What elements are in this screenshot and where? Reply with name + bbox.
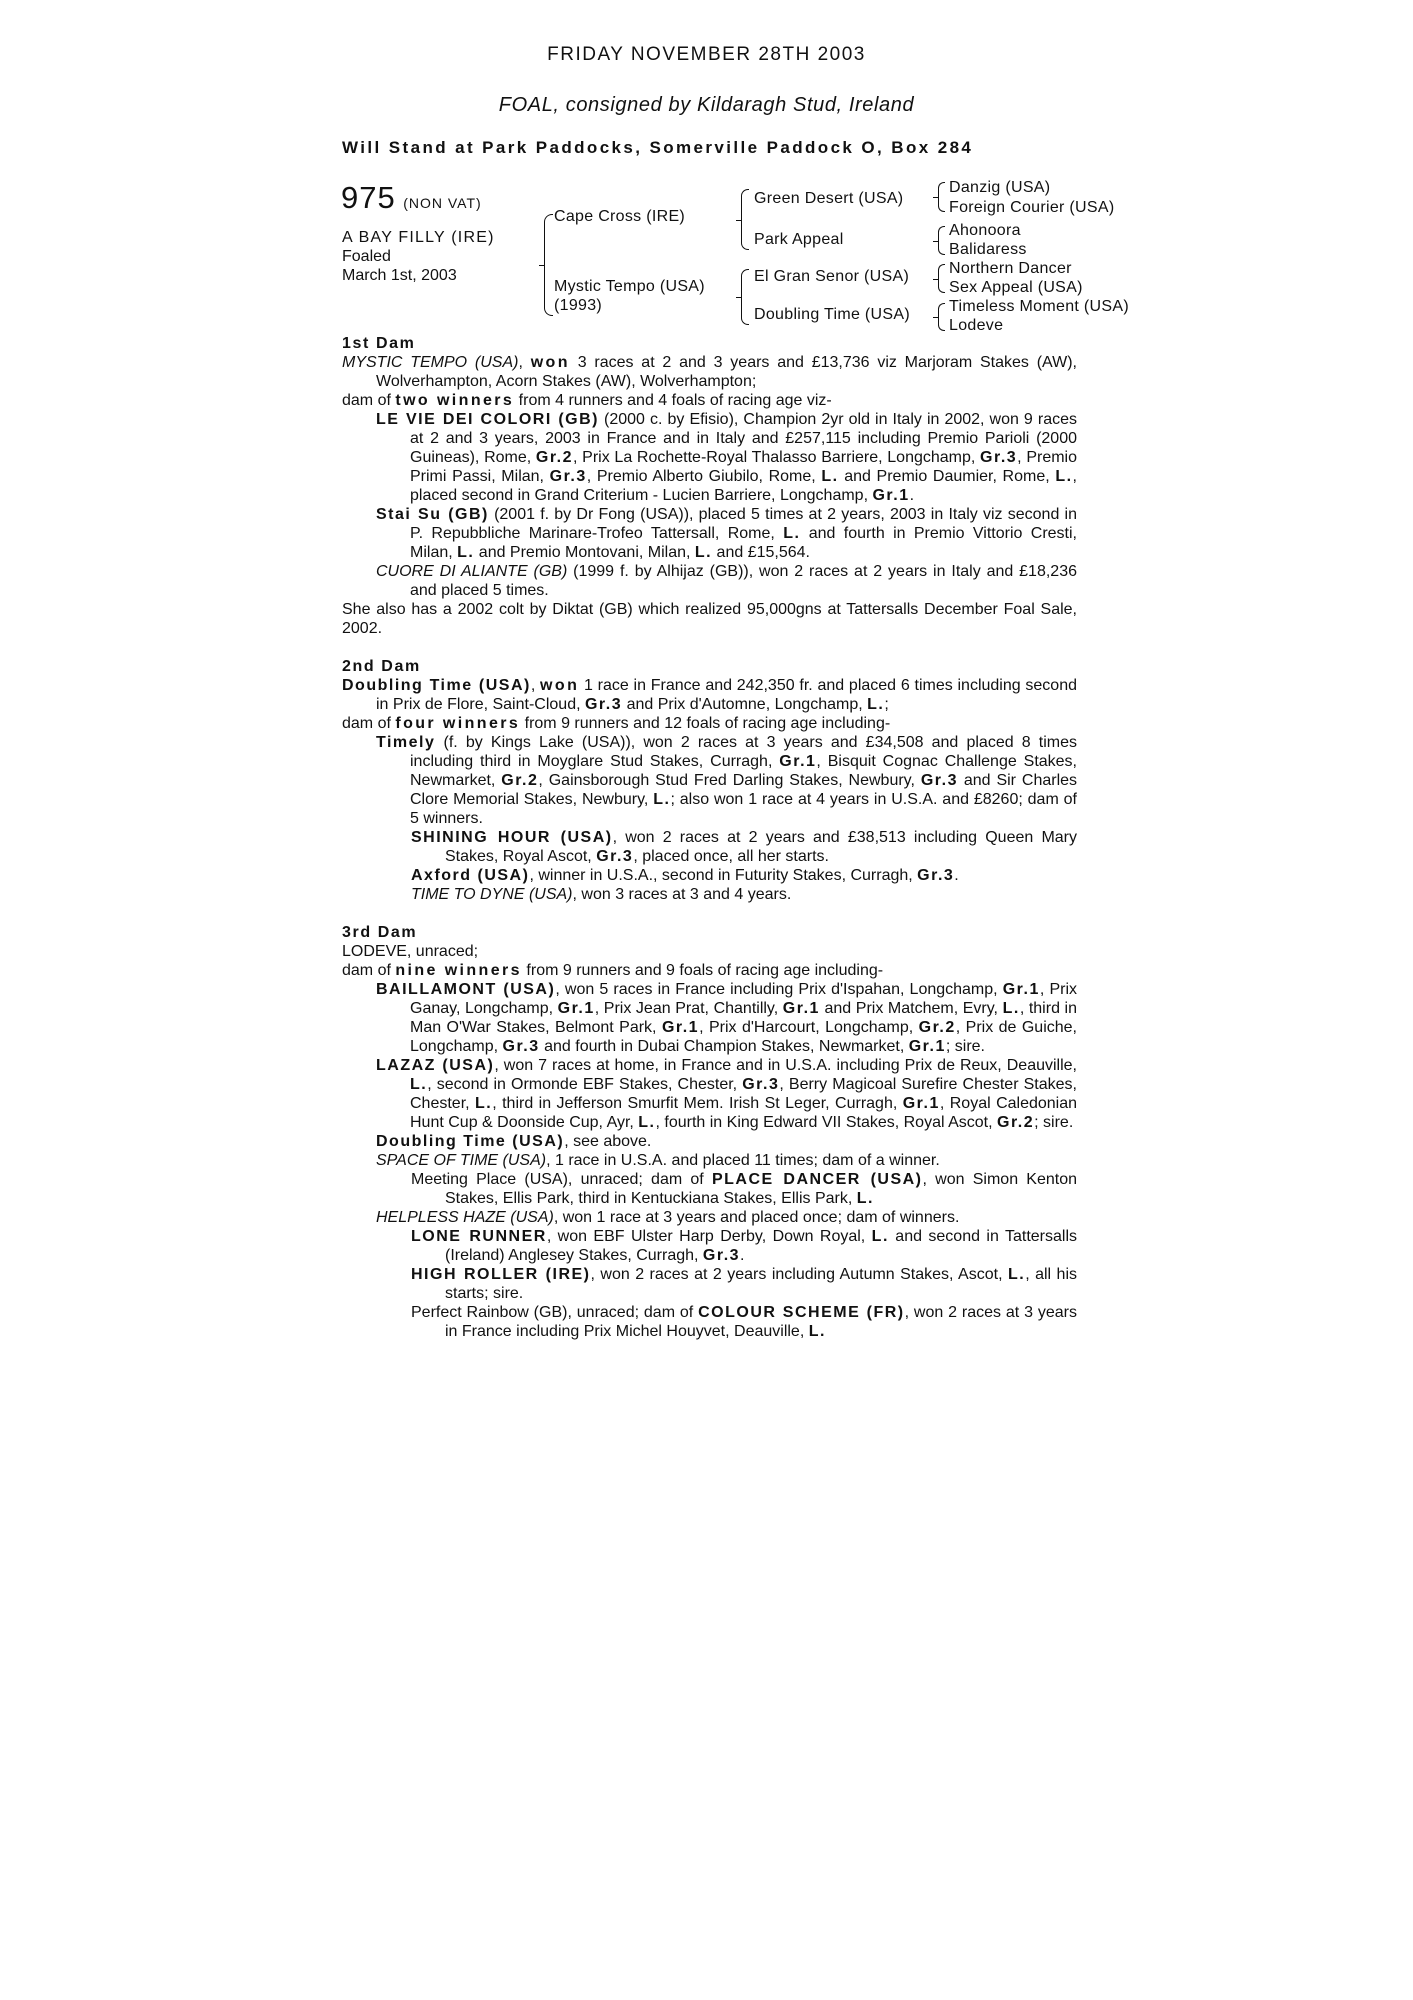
race-grade: Gr.1 (661, 1019, 700, 1036)
race-grade: Gr.1 (557, 1000, 595, 1017)
pedigree-brace-gs2 (938, 226, 945, 255)
produce-entry (342, 980, 1077, 1056)
entry-text: , won 2 races at 2 years including Autumn Stakes, Ascot, (590, 1266, 1008, 1283)
race-grade: Gr.3 (702, 1247, 741, 1264)
race-grade: L. (694, 544, 713, 561)
horse-name: Stai Su (GB) (376, 506, 489, 523)
race-grade: Gr.3 (596, 848, 634, 865)
race-grade: L. (475, 1095, 493, 1112)
pedigree-gg-1: Danzig (USA) (949, 179, 1051, 196)
horse-name: SPACE OF TIME (USA) (376, 1152, 547, 1169)
dam1-heading: 1st Dam (342, 335, 416, 352)
sale-date: FRIDAY NOVEMBER 28TH 2003 (547, 44, 866, 65)
pedigree-gg-8: Lodeve (949, 317, 1004, 334)
dam2-heading: 2nd Dam (342, 658, 421, 675)
pedigree-dam-dam: Doubling Time (USA) (754, 306, 910, 323)
pedigree-gg-6: Sex Appeal (USA) (949, 279, 1083, 296)
entry-text: ; (884, 696, 889, 713)
entry-text: , Prix Jean Prat, Chantilly, (594, 1000, 783, 1017)
race-grade: L. (1055, 468, 1073, 485)
winners-count: nine winners (395, 962, 522, 979)
produce-entry (342, 1170, 1077, 1208)
dam3-record: LODEVE, unraced; (342, 943, 479, 960)
entry-text: (2001 f. by Dr Fong (USA)), placed 5 times at 2 years, 2003 in Italy viz second in P. Repubbliche Marinare-Trofeo Tattersall, Rome, (410, 506, 1077, 542)
entry-text: , third in Jefferson Smurfit Mem. Irish St Leger, Curragh, (492, 1095, 903, 1112)
horse-name: Doubling Time (USA) (376, 1133, 565, 1150)
horse-name: COLOUR SCHEME (FR) (698, 1304, 905, 1321)
summary-text: dam of (342, 715, 396, 732)
dam2-record: Doubling Time (USA), won 1 race in France and 242,350 fr. and placed 6 times including second in Prix de Flore, Saint-Cloud, Gr.3 and Prix d'Automne, Longchamp, L.; (342, 677, 1077, 713)
entry-text: (f. by Kings Lake (USA)), won 2 races at 3 years and £34,508 and placed 8 times including third in Moyglare Stud Stakes, Curragh, (410, 734, 1077, 770)
pedigree-dam-sire: El Gran Senor (USA) (754, 268, 910, 285)
consignment-line: FOAL, consigned by Kildaragh Stud, Ireland (498, 94, 915, 116)
entry-text: Perfect Rainbow (GB), unraced; dam of (411, 1304, 699, 1321)
entry-text: , Prix de Guiche, Longchamp, (410, 1019, 1078, 1055)
produce-entry (342, 1151, 1077, 1170)
produce-entry (342, 733, 1077, 828)
entry-text: , won EBF Ulster Harp Derby, Down Royal, (546, 1228, 872, 1245)
horse-name: HELPLESS HAZE (USA) (376, 1209, 554, 1226)
pedigree-dam: Mystic Tempo (USA) (554, 278, 705, 295)
race-grade: L. (867, 696, 885, 713)
pedigree-gg-4: Balidaress (949, 241, 1027, 258)
pedigree-gg-2: Foreign Courier (USA) (949, 199, 1115, 216)
entry-text: , won 1 race at 3 years and placed once; dam of winners. (553, 1209, 960, 1226)
race-grade: Gr.3 (980, 449, 1018, 466)
entry-text: ; sire. (1034, 1114, 1074, 1131)
winners-count: two winners (395, 392, 515, 409)
dam2-name: Doubling Time (USA) (342, 677, 531, 694)
produce-entry (342, 1056, 1077, 1132)
entry-text: , third in Man O'War Stakes, Belmont Park, (410, 1000, 1077, 1036)
horse-name: LE VIE DEI COLORI (GB) (376, 411, 599, 428)
entry-text: , see above. (564, 1133, 652, 1150)
produce-entry (342, 1303, 1077, 1341)
dam3-heading: 3rd Dam (342, 924, 418, 941)
horse-name: LAZAZ (USA) (376, 1057, 495, 1074)
entry-text: , placed second in Grand Criterium - Lucien Barriere, Longchamp, (410, 468, 1077, 504)
entry-text: and Prix Matchem, Evry, (819, 1000, 1003, 1017)
race-grade: Gr.3 (917, 867, 955, 884)
produce-entry (342, 505, 1077, 562)
summary-text: from 9 runners and 12 foals of racing age including- (520, 715, 891, 732)
entry-text: (1999 f. by Alhijaz (GB)), won 2 races at 2 years in Italy and £18,236 and placed 5 times. (410, 563, 1077, 599)
horse-name: Timely (376, 734, 436, 751)
dam1-record: MYSTIC TEMPO (USA), won 3 races at 2 and 3 years and £13,736 viz Marjoram Stakes (AW), Wolverhampton, Acorn Stakes (AW), Wolverhampton; (342, 354, 1077, 390)
produce-entry (342, 1227, 1077, 1265)
dam1-record-text: 3 races at 2 and 3 years and £13,736 viz Marjoram Stakes (AW), Wolverhampton, Acorn Stakes (AW), Wolverhampton; (376, 354, 1077, 390)
entry-text: , Prix Ganay, Longchamp, (410, 981, 1077, 1017)
entry-text: , Premio Primi Passi, Milan, (410, 449, 1077, 485)
horse-name: SHINING HOUR (USA) (411, 829, 613, 846)
pedigree-brace-gs1 (938, 182, 945, 212)
pedigree-gg-7: Timeless Moment (USA) (949, 298, 1129, 315)
entry-text: and Sir Charles Clore Memorial Stakes, Newbury, (410, 772, 1078, 808)
entry-text: and Prix d'Automne, Longchamp, (622, 696, 868, 713)
entry-text: , won 2 races at 3 years in France including Prix Michel Houyvet, Deauville, (445, 1304, 1077, 1340)
produce-entry (342, 885, 1077, 904)
entry-text: , Bisquit Cognac Challenge Stakes, Newmarket, (410, 753, 1078, 789)
entry-text: , Royal Caledonian Hunt Cup & Doonside Cup, Ayr, (410, 1095, 1078, 1131)
entry-text: , won 7 races at home, in France and in U.S.A. including Prix de Reux, Deauville, (494, 1057, 1077, 1074)
entry-text: and Premio Montovani, Milan, (474, 544, 695, 561)
foaled-label: Foaled (342, 248, 391, 265)
pedigree-dam-year: (1993) (554, 297, 603, 314)
race-grade: L. (808, 1323, 826, 1340)
entry-text: , second in Ormonde EBF Stakes, Chester, (427, 1076, 743, 1093)
pedigree-gg-5: Northern Dancer (949, 260, 1072, 277)
entry-text: (2000 c. by Efisio), Champion 2yr old in Italy in 2002, won 9 races at 2 and 3 years, 2003 in France and in Italy and £257,115 including Premio Parioli (2000 Guineas), Rome, (410, 411, 1078, 466)
race-grade: L. (1002, 1000, 1020, 1017)
lot-number: 975 (341, 180, 396, 215)
race-grade: L. (653, 791, 671, 808)
dam-details (342, 334, 1077, 1341)
entry-text: , 1 race in U.S.A. and placed 11 times; dam of a winner. (546, 1152, 940, 1169)
entry-text: , won 2 races at 2 years and £38,513 including Queen Mary Stakes, Royal Ascot, (445, 829, 1077, 865)
horse-name: LONE RUNNER (411, 1228, 547, 1245)
pedigree-gg-3: Ahonoora (949, 222, 1021, 239)
entry-text: and £15,564. (712, 544, 810, 561)
entry-text: , all his starts; sire. (445, 1266, 1078, 1302)
horse-name: PLACE DANCER (USA) (711, 1171, 923, 1188)
produce-entry (342, 866, 1077, 885)
race-grade: L. (638, 1114, 656, 1131)
produce-entry (342, 1132, 1077, 1151)
produce-entry (342, 1208, 1077, 1227)
race-grade: L. (410, 1076, 428, 1093)
race-grade: L. (856, 1190, 874, 1207)
entry-text: , placed once, all her starts. (633, 848, 829, 865)
entry-text: and Premio Daumier, Rome, (838, 468, 1056, 485)
race-grade: Gr.2 (997, 1114, 1035, 1131)
entry-text: , Prix d'Harcourt, Longchamp, (699, 1019, 919, 1036)
entry-text: and fourth in Dubai Champion Stakes, Newmarket, (539, 1038, 909, 1055)
summary-text: from 9 runners and 9 foals of racing age including- (521, 962, 884, 979)
horse-name: TIME TO DYNE (USA) (411, 886, 573, 903)
entry-text: and fourth in Premio Vittorio Cresti, Milan, (410, 525, 1077, 561)
entry-text: , Berry Magicoal Surefire Chester Stakes, Chester, (410, 1076, 1077, 1112)
produce-entry (342, 562, 1077, 600)
pedigree-brace-gs4 (938, 303, 945, 331)
entry-text: Meeting Place (USA), unraced; dam of (411, 1171, 712, 1188)
entry-text: ; sire. (945, 1038, 985, 1055)
entry-text: and second in Tattersalls (Ireland) Anglesey Stakes, Curragh, (445, 1228, 1078, 1264)
race-grade: Gr.1 (1002, 981, 1040, 998)
horse-name: HIGH ROLLER (IRE) (411, 1266, 591, 1283)
summary-text: dam of (342, 962, 396, 979)
race-grade: Gr.2 (501, 772, 539, 789)
horse-name: BAILLAMONT (USA) (376, 981, 556, 998)
race-grade: Gr.3 (549, 468, 587, 485)
lot-number-line (341, 180, 482, 216)
entry-text: , won 3 races at 3 and 4 years. (572, 886, 792, 903)
pedigree-brace-dam (741, 269, 749, 325)
entry-text: . (909, 487, 915, 504)
race-grade: Gr.2 (918, 1019, 956, 1036)
horse-name: Axford (USA) (411, 867, 530, 884)
race-grade: Gr.3 (584, 696, 623, 713)
pedigree-brace-gs3 (938, 264, 945, 293)
produce-entry (342, 1265, 1077, 1303)
race-grade: L. (783, 525, 801, 542)
race-grade: L. (871, 1228, 889, 1245)
entry-text: 1 race in France and 242,350 fr. and placed 6 times including second in Prix de Flore, Saint-Cloud, (376, 677, 1077, 713)
horse-name: CUORE DI ALIANTE (GB) (376, 563, 568, 580)
produce-entry (342, 410, 1077, 505)
pedigree-brace-main (544, 214, 553, 316)
entry-text: , won 5 races in France including Prix d'Ispahan, Longchamp, (555, 981, 1003, 998)
race-grade: Gr.3 (742, 1076, 780, 1093)
dam1-produce-summary (342, 391, 1077, 410)
won-word: won (530, 354, 570, 371)
foaled-date: March 1st, 2003 (342, 267, 457, 284)
vat-status: (NON VAT) (403, 195, 482, 211)
stand-location: Will Stand at Park Paddocks, Somerville Paddock O, Box 284 (342, 138, 974, 157)
entry-text: , fourth in King Edward VII Stakes, Royal Ascot, (655, 1114, 997, 1131)
dam3-produce-summary (342, 961, 1077, 980)
entry-text: , Premio Alberto Giubilo, Rome, (586, 468, 822, 485)
entry-text: ; also won 1 race at 4 years in U.S.A. and £8260; dam of 5 winners. (410, 791, 1077, 827)
pedigree-sire: Cape Cross (IRE) (554, 208, 686, 225)
race-grade: Gr.1 (779, 753, 817, 770)
race-grade: Gr.1 (902, 1095, 940, 1112)
race-grade: Gr.2 (535, 449, 574, 466)
produce-entry (342, 828, 1077, 866)
dam1-foal-note: She also has a 2002 colt by Diktat (GB) which realized 95,000gns at Tattersalls December Foal Sale, 2002. (342, 601, 1077, 637)
summary-text: from 4 runners and 4 foals of racing age viz- (514, 392, 832, 409)
race-grade: Gr.1 (872, 487, 910, 504)
summary-text: dam of (342, 392, 396, 409)
race-grade: Gr.1 (782, 1000, 820, 1017)
race-grade: L. (1007, 1266, 1026, 1283)
pedigree-sire-sire: Green Desert (USA) (754, 190, 904, 207)
race-grade: Gr.3 (502, 1038, 540, 1055)
race-grade: L. (457, 544, 475, 561)
foaled-info (342, 247, 457, 285)
race-grade: L. (821, 468, 839, 485)
dam2-produce-summary (342, 714, 1077, 733)
entry-text: . (740, 1247, 745, 1264)
won-word: won (540, 677, 580, 694)
entry-text: . (954, 867, 959, 884)
entry-text: , winner in U.S.A., second in Futurity Stakes, Curragh, (529, 867, 918, 884)
entry-text: , Prix La Rochette-Royal Thalasso Barriere, Longchamp, (573, 449, 981, 466)
winners-count: four winners (395, 715, 521, 732)
entry-text: , Gainsborough Stud Fred Darling Stakes, Newbury, (538, 772, 921, 789)
entry-text: , won Simon Kenton Stakes, Ellis Park, third in Kentuckiana Stakes, Ellis Park, (445, 1171, 1078, 1207)
horse-description: A BAY FILLY (IRE) (342, 229, 495, 246)
race-grade: Gr.1 (908, 1038, 946, 1055)
pedigree-sire-dam: Park Appeal (754, 231, 844, 248)
pedigree-brace-sire (741, 189, 749, 250)
dam1-name: MYSTIC TEMPO (USA) (342, 354, 519, 371)
race-grade: Gr.3 (920, 772, 958, 789)
